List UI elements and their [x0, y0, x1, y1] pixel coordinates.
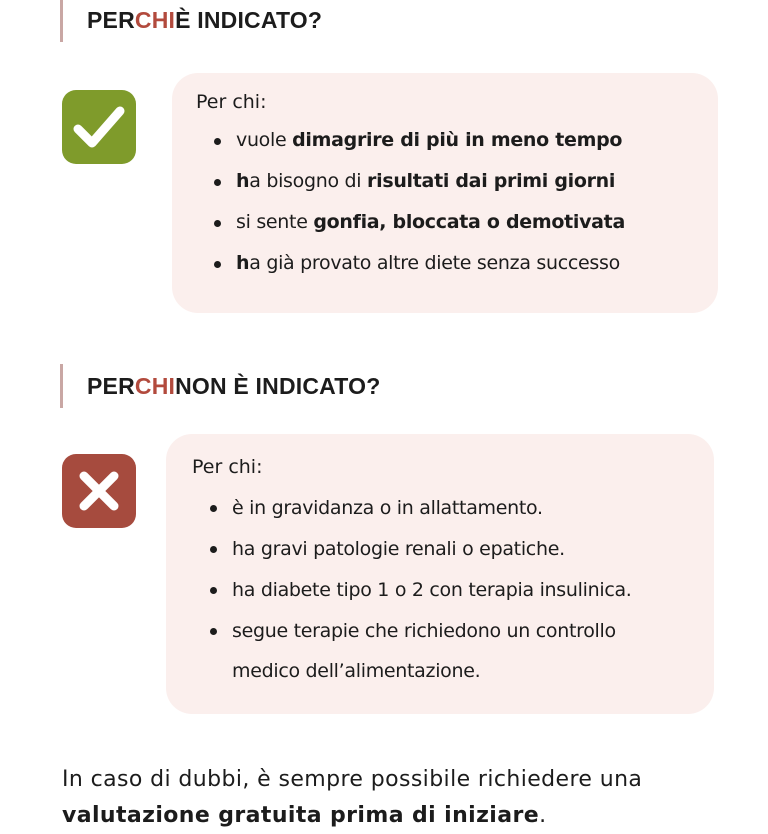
- list-item: ha diabete tipo 1 o 2 con terapia insulinica.: [192, 570, 694, 610]
- footer-bold: valutazione gratuita prima di iniziare: [62, 803, 540, 828]
- not-indicated-list: [192, 488, 694, 691]
- list-item: segue terapie che richiedono un controllo medico dell’alimentazione.: [192, 611, 694, 691]
- list-item: ha già provato altre diete senza successo: [196, 250, 698, 276]
- check-icon: [73, 105, 125, 149]
- section-heading-indicated: [60, 0, 322, 42]
- heading-prefix: PER: [87, 6, 135, 33]
- list-item: è in gravidanza o in allattamento.: [192, 488, 694, 528]
- list-item: ha gravi patologie renali o epatiche.: [192, 529, 694, 569]
- cross-icon: [77, 469, 121, 513]
- section-heading-not-indicated: [60, 364, 380, 408]
- indicated-list: [196, 127, 698, 276]
- list-item: vuole dimagrire di più in meno tempo: [196, 127, 698, 153]
- heading-accent: CHI: [134, 6, 176, 33]
- list-item: ha bisogno di risultati dai primi giorni: [196, 168, 698, 194]
- heading-suffix: NON È INDICATO?: [175, 372, 381, 399]
- footer-note: [62, 762, 742, 834]
- check-badge: [62, 90, 136, 164]
- footer-end: .: [539, 803, 547, 828]
- heading-prefix: PER: [87, 372, 135, 399]
- footer-text: In caso di dubbi, è sempre possibile richiedere una: [62, 767, 643, 792]
- not-indicated-card: [166, 434, 714, 714]
- indicated-card: [172, 73, 718, 313]
- heading-suffix: È INDICATO?: [175, 6, 323, 33]
- heading-accent: CHI: [134, 372, 176, 399]
- list-item: si sente gonfia, bloccata o demotivata: [196, 209, 698, 235]
- card-title: Per chi:: [192, 456, 263, 478]
- cross-badge: [62, 454, 136, 528]
- card-title: Per chi:: [196, 91, 267, 113]
